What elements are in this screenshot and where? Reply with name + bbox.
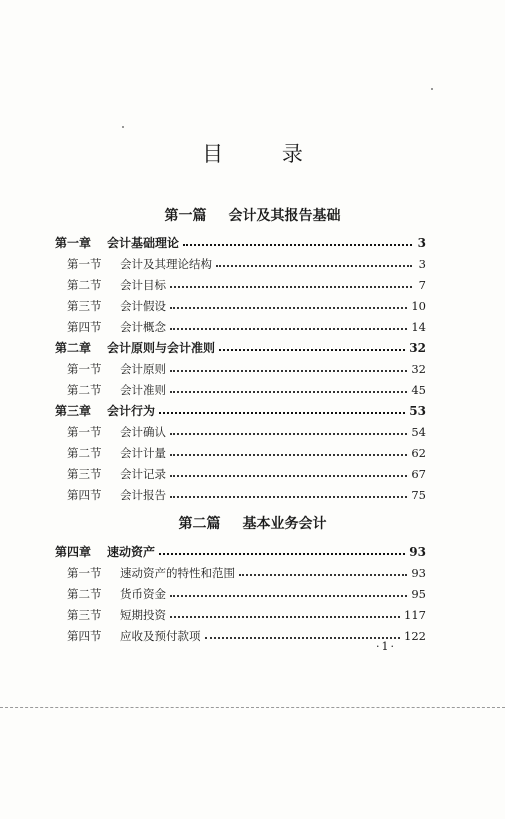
page-number: 95 — [411, 587, 426, 601]
page-number: 75 — [411, 488, 426, 502]
toc-section-row[interactable] — [67, 297, 426, 315]
chapter-title: 会计基础理论 — [107, 236, 180, 250]
section-title: 会计目标 — [120, 278, 166, 292]
part-name: 基本业务会计 — [242, 516, 327, 532]
section-title: 会计及其理论结构 — [120, 257, 212, 271]
part-title — [0, 513, 505, 533]
part-title — [0, 205, 505, 225]
chapter-number: 第一章 — [55, 236, 92, 250]
toc-section-row[interactable] — [67, 486, 426, 504]
toc-chapter-row[interactable] — [55, 402, 426, 420]
toc-section-row[interactable] — [67, 255, 426, 273]
section-number: 第三节 — [67, 299, 102, 313]
page-number: 45 — [411, 383, 426, 397]
page-number: 3 — [417, 236, 426, 250]
section-title: 速动资产的特性和范围 — [120, 566, 235, 580]
dot-leader — [170, 454, 407, 456]
dot-leader — [170, 433, 407, 435]
dot-leader — [170, 475, 407, 477]
page-number: 93 — [411, 566, 426, 580]
part-name: 会计及其报告基础 — [228, 208, 341, 224]
dot-leader — [216, 265, 412, 267]
section-title: 会计概念 — [120, 320, 166, 334]
section-title: 会计确认 — [120, 425, 166, 439]
chapter-title: 速动资产 — [107, 545, 156, 559]
section-number: 第二节 — [67, 587, 102, 601]
page-number: 10 — [411, 299, 426, 313]
part-number: 第一篇 — [164, 208, 207, 224]
dot-leader — [170, 286, 412, 288]
section-number: 第三节 — [67, 467, 102, 481]
toc-section-row[interactable] — [67, 606, 426, 624]
section-number: 第一节 — [67, 257, 102, 271]
section-number: 第四节 — [67, 629, 102, 643]
page-number: 117 — [404, 608, 426, 622]
section-title: 会计原则 — [120, 362, 166, 376]
section-number: 第二节 — [67, 278, 102, 292]
dot-leader — [170, 370, 407, 372]
page-number: 93 — [409, 545, 426, 559]
toc-section-row[interactable] — [67, 381, 426, 399]
toc-section-row[interactable] — [67, 627, 426, 645]
section-number: 第二节 — [67, 446, 102, 460]
section-number: 第四节 — [67, 320, 102, 334]
scan-speck — [431, 88, 433, 90]
dot-leader — [170, 328, 407, 330]
chapter-title: 会计行为 — [107, 404, 156, 418]
dot-leader — [170, 616, 400, 618]
page-title: 目 录 — [202, 142, 329, 166]
page-number: 54 — [411, 425, 426, 439]
dot-leader — [219, 349, 405, 351]
section-title: 会计假设 — [120, 299, 166, 313]
chapter-title: 会计原则与会计准则 — [107, 341, 216, 355]
scan-edge-line — [0, 707, 505, 708]
dot-leader — [170, 496, 407, 498]
section-title: 会计记录 — [120, 467, 166, 481]
toc-section-row[interactable] — [67, 423, 426, 441]
section-title: 会计报告 — [120, 488, 166, 502]
toc-section-row[interactable] — [67, 360, 426, 378]
toc-chapter-row[interactable] — [55, 543, 426, 561]
section-number: 第一节 — [67, 362, 102, 376]
dot-leader — [183, 244, 412, 246]
dot-leader — [170, 595, 407, 597]
section-number: 第四节 — [67, 488, 102, 502]
toc-section-row[interactable] — [67, 465, 426, 483]
dot-leader — [205, 637, 401, 639]
page-number: 32 — [411, 362, 426, 376]
dot-leader — [159, 553, 405, 555]
section-title: 应收及预付款项 — [120, 629, 201, 643]
toc-section-row[interactable] — [67, 585, 426, 603]
toc-chapter-row[interactable] — [55, 339, 426, 357]
page-number: 53 — [409, 404, 426, 418]
chapter-number: 第二章 — [55, 341, 92, 355]
section-title: 货币资金 — [120, 587, 166, 601]
page-number: 62 — [411, 446, 426, 460]
part-number: 第二篇 — [178, 516, 221, 532]
page-number: 67 — [411, 467, 426, 481]
section-title: 会计准则 — [120, 383, 166, 397]
toc-section-row[interactable] — [67, 276, 426, 294]
dot-leader — [159, 412, 405, 414]
chapter-number: 第四章 — [55, 545, 92, 559]
section-number: 第一节 — [67, 566, 102, 580]
toc-section-row[interactable] — [67, 564, 426, 582]
toc-section-row[interactable] — [67, 318, 426, 336]
page-number: 32 — [409, 341, 426, 355]
page-folio: ·1· — [376, 640, 396, 653]
dot-leader — [170, 391, 407, 393]
page-number: 122 — [404, 629, 426, 643]
section-number: 第三节 — [67, 608, 102, 622]
section-number: 第二节 — [67, 383, 102, 397]
scan-speck — [122, 126, 124, 128]
section-number: 第一节 — [67, 425, 102, 439]
page-number: 3 — [418, 257, 426, 271]
dot-leader — [170, 307, 407, 309]
dot-leader — [239, 574, 407, 576]
section-title: 短期投资 — [120, 608, 166, 622]
toc-chapter-row[interactable] — [55, 234, 426, 252]
chapter-number: 第三章 — [55, 404, 92, 418]
section-title: 会计计量 — [120, 446, 166, 460]
toc-section-row[interactable] — [67, 444, 426, 462]
page-number: 14 — [411, 320, 426, 334]
page-number: 7 — [418, 278, 426, 292]
